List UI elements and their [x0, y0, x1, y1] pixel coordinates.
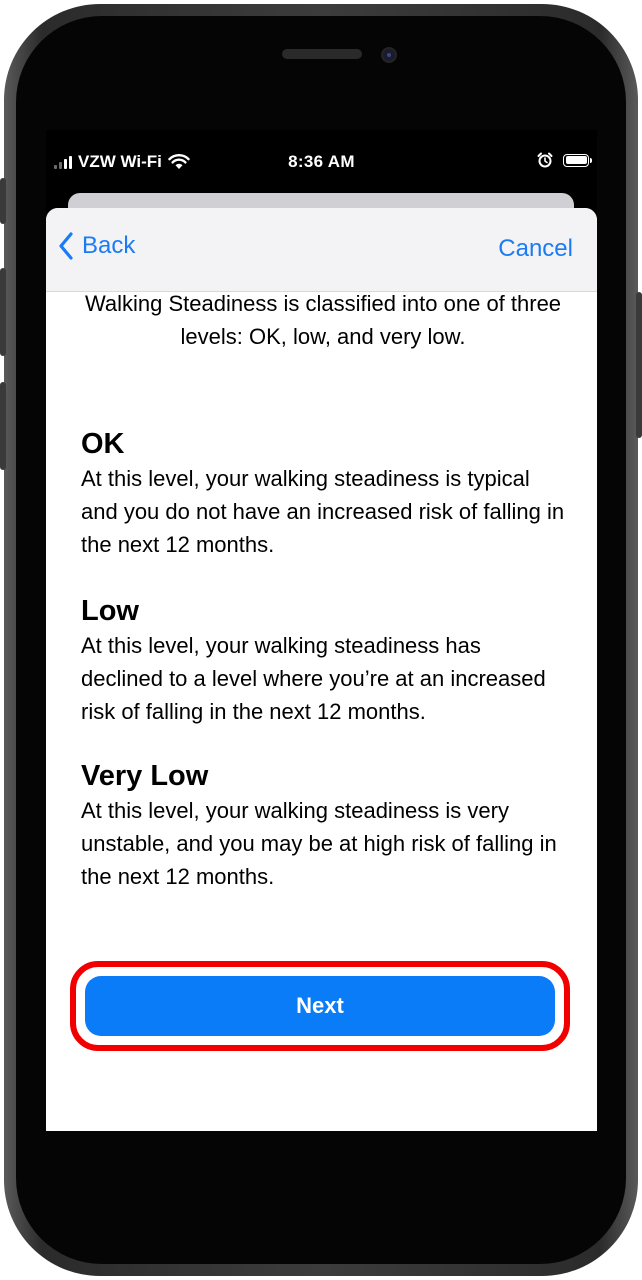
level-description-very-low: At this level, your walking steadiness is very unstable, and you may be at high risk of falling in the next 12 months.	[81, 798, 557, 889]
status-right	[537, 152, 589, 168]
screen	[46, 130, 597, 1131]
next-button-highlight	[70, 961, 570, 1051]
level-title-ok: OK	[81, 428, 125, 460]
level-description-low: At this level, your walking steadiness has declined to a level where you’re at an increased risk of falling in the next 12 months.	[81, 633, 546, 724]
level-title-very-low: Very Low	[81, 760, 209, 792]
mute-switch	[0, 178, 6, 224]
level-description-ok: At this level, your walking steadiness is typical and you do not have an increased risk of falling in the next 12 months.	[81, 466, 565, 557]
next-button[interactable]: Next	[85, 976, 555, 1036]
level-title-low: Low	[81, 595, 139, 627]
front-camera	[381, 47, 397, 63]
volume-up-button	[0, 268, 6, 356]
navigation-bar	[46, 208, 597, 292]
status-time: 8:36 AM	[288, 152, 355, 171]
earpiece-speaker	[282, 49, 362, 59]
volume-down-button	[0, 382, 6, 470]
power-button	[636, 292, 642, 438]
status-bar	[46, 130, 597, 194]
modal-sheet	[46, 208, 597, 1131]
content	[81, 287, 565, 893]
intro-text: Walking Steadiness is classified into one of three levels: OK, low, and very low.	[84, 291, 562, 349]
chevron-left-icon	[58, 232, 74, 260]
battery-icon	[563, 154, 589, 167]
back-button[interactable]	[58, 232, 135, 260]
carrier-label: VZW Wi-Fi	[78, 152, 162, 171]
back-label: Back	[82, 232, 136, 259]
cancel-button[interactable]: Cancel	[498, 235, 573, 262]
alarm-icon	[537, 152, 553, 168]
